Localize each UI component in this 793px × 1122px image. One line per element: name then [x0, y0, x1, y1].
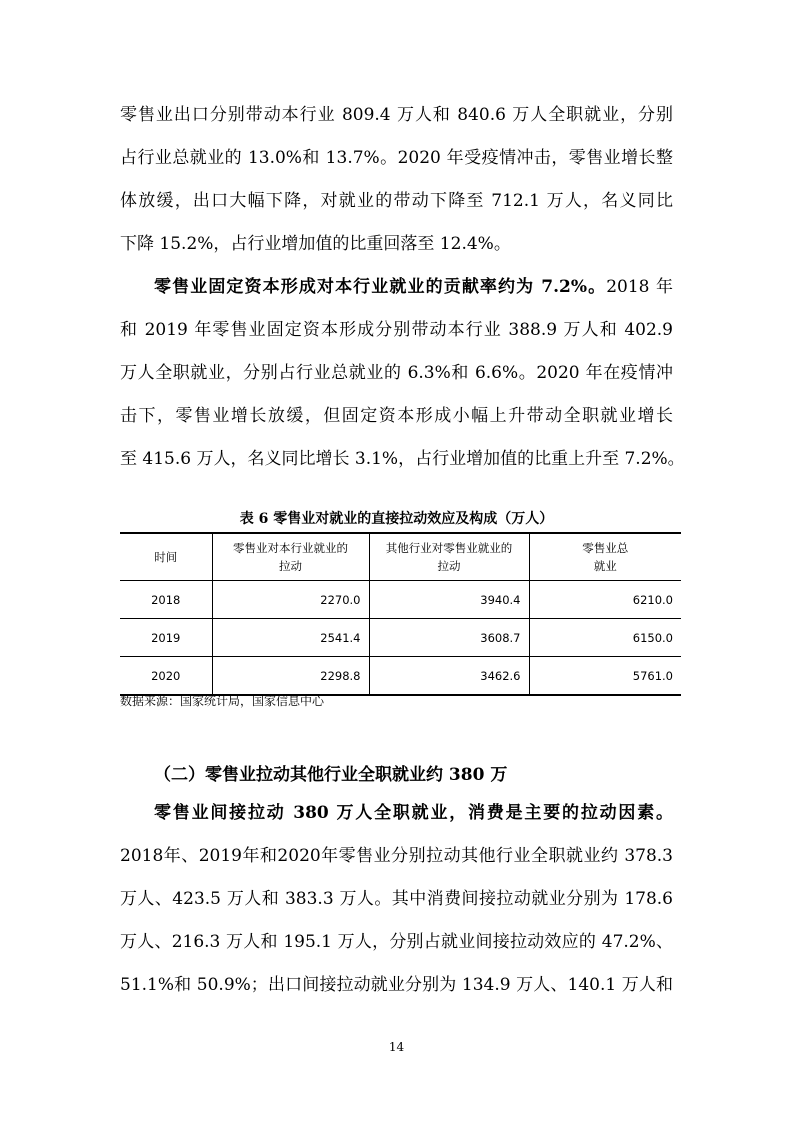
section-heading: （二）零售业拉动其他行业全职就业约 380 万 — [154, 765, 508, 785]
cell-own: 2270.0 — [212, 581, 369, 619]
table-row — [120, 581, 681, 619]
paragraph-line: 和 2019 年零售业固定资本形成分别带动本行业 388.9 万人和 402.9 — [120, 320, 673, 340]
cell-year: 2019 — [120, 619, 212, 657]
header-year: 时间 — [120, 533, 212, 581]
paragraph-line: 体放缓，出口大幅下降，对就业的带动下降至 712.1 万人，名义同比 — [120, 191, 673, 211]
paragraph-line: 2018年、2019年和2020年零售业分别拉动其他行业全职就业约 378.3 — [120, 846, 673, 866]
paragraph-line-lead — [154, 277, 673, 297]
paragraph-line-lead — [154, 803, 673, 823]
cell-total: 6150.0 — [529, 619, 681, 657]
table-caption: 表 6 零售业对就业的直接拉动效应及构成（万人） — [239, 511, 554, 527]
cell-year: 2018 — [120, 581, 212, 619]
paragraph-line: 51.1%和 50.9%；出口间接拉动就业分别为 134.9 万人、140.1 万人和 — [120, 975, 673, 995]
header-other-industry: 其他行业对零售业就业的 拉动 — [369, 533, 529, 581]
cell-other: 3462.6 — [369, 657, 529, 696]
cell-own: 2298.8 — [212, 657, 369, 696]
page-number: 14 — [388, 1040, 405, 1054]
cell-total: 6210.0 — [529, 581, 681, 619]
paragraph-line: 至 415.6 万人，名义同比增长 3.1%，占行业增加值的比重上升至 7.2%。 — [120, 449, 685, 469]
cell-total: 5761.0 — [529, 657, 681, 696]
header-own-industry: 零售业对本行业就业的 拉动 — [212, 533, 369, 581]
header-total: 零售业总 就业 — [529, 533, 681, 581]
employment-table — [120, 532, 681, 696]
paragraph-line: 下降 15.2%，占行业增加值的比重回落至 12.4%。 — [120, 234, 511, 254]
table-row — [120, 619, 681, 657]
paragraph-line: 万人全职就业，分别占行业总就业的 6.3%和 6.6%。2020 年在疫情冲 — [120, 363, 673, 383]
cell-other: 3940.4 — [369, 581, 529, 619]
lead-rest: 2018 年 — [606, 277, 673, 297]
cell-year: 2020 — [120, 657, 212, 696]
paragraph-line: 万人、423.5 万人和 383.3 万人。其中消费间接拉动就业分别为 178.6 — [120, 889, 673, 909]
paragraph-line: 击下，零售业增长放缓，但固定资本形成小幅上升带动全职就业增长 — [120, 406, 673, 426]
paragraph-line: 零售业出口分别带动本行业 809.4 万人和 840.6 万人全职就业，分别 — [120, 105, 673, 125]
paragraph-line: 万人、216.3 万人和 195.1 万人，分别占就业间接拉动效应的 47.2%、 — [120, 932, 673, 952]
cell-own: 2541.4 — [212, 619, 369, 657]
paragraph-line: 占行业总就业的 13.0%和 13.7%。2020 年受疫情冲击，零售业增长整 — [120, 148, 673, 168]
lead-sentence: 零售业固定资本形成对本行业就业的贡献率约为 7.2%。 — [154, 277, 607, 297]
table-source-note: 数据来源：国家统计局，国家信息中心 — [120, 694, 325, 708]
lead-sentence: 零售业间接拉动 380 万人全职就业，消费是主要的拉动因素。 — [154, 803, 673, 823]
cell-other: 3608.7 — [369, 619, 529, 657]
table-row — [120, 657, 681, 696]
table-header-row — [120, 533, 681, 581]
